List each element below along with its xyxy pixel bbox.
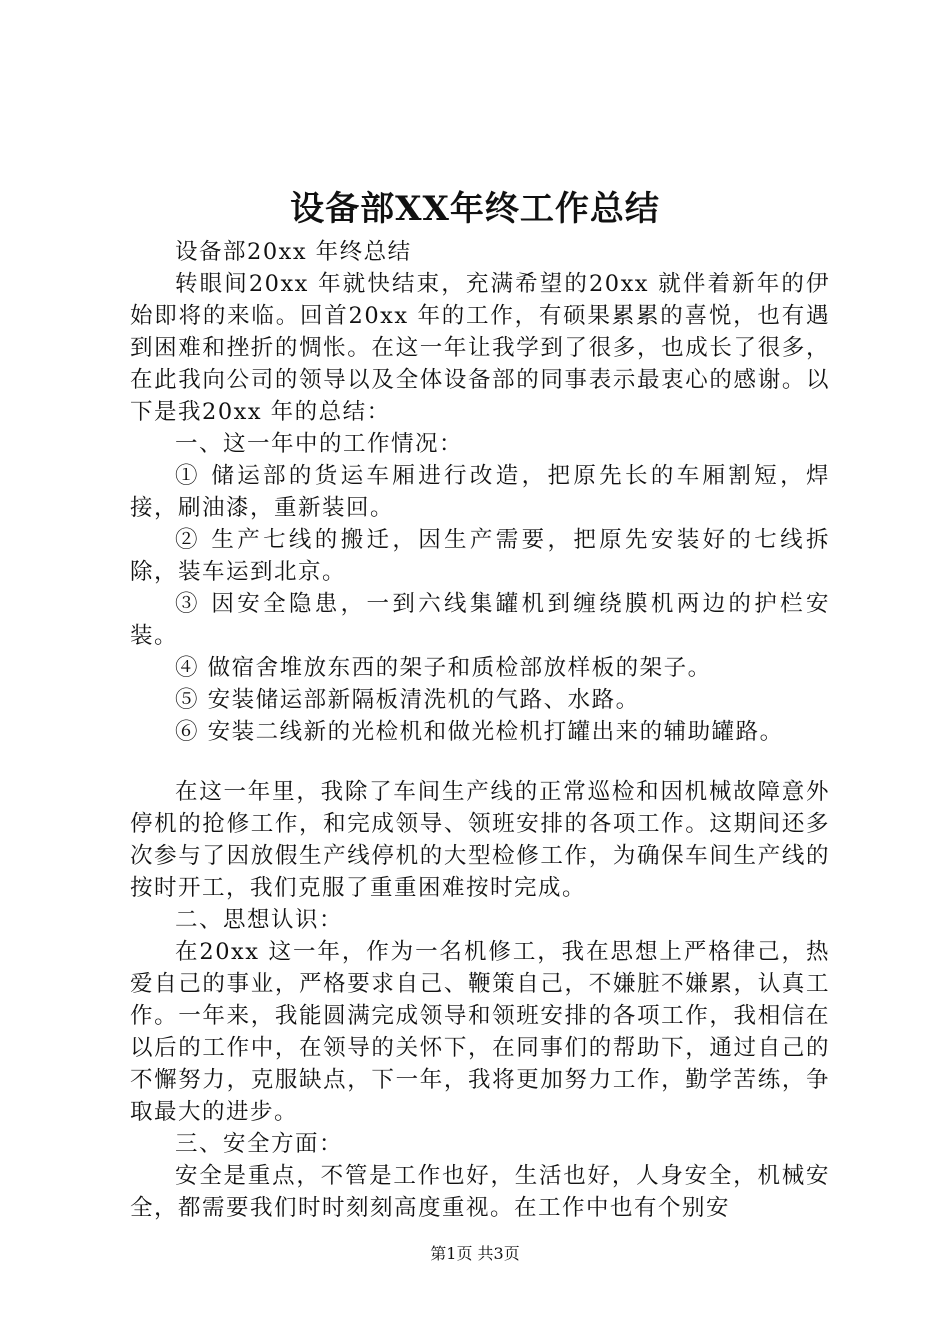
- work-summary-paragraph: 在这一年里，我除了车间生产线的正常巡检和因机械故障意外停机的抢修工作，和完成领导、领班安排的各项工作。这期间还多次参与了因放假生产线停机的大型检修工作，为确保车间生产线的按时开工，我们克服了重重困难按时完成。: [130, 779, 830, 901]
- section-heading-thoughts: 二、思想认识：: [175, 907, 344, 933]
- intro-paragraph: 转眼间20xx 年就快结束，充满希望的20xx 就伴着新年的伊始即将的来临。回首20xx 年的工作，有硕果累累的喜悦，也有遇到困难和挫折的惆怅。在这一年让我学到了很多，也成长了很多，在此我向公司的领导以及全体设备部的同事表示最衷心的感谢。以下是我20xx 年的总结：: [130, 271, 830, 425]
- document-body: [130, 236, 830, 1224]
- thoughts-paragraph: 在20xx 这一年，作为一名机修工，我在思想上严格律己，热爱自己的事业，严格要求自己、鞭策自己，不嫌脏不嫌累，认真工作。一年来，我能圆满完成领导和领班安排的各项工作，我相信在以后的工作中，在领导的关怀下，在同事们的帮助下，通过自己的不懈努力，克服缺点，下一年，我将更加努力工作，勤学苦练，争取最大的进步。: [130, 939, 830, 1125]
- work-item-3: ③ 因安全隐患，一到六线集罐机到缠绕膜机两边的护栏安装。: [130, 591, 830, 649]
- work-item-1: ① 储运部的货运车厢进行改造，把原先长的车厢割短，焊接，刷油漆，重新装回。: [130, 463, 830, 521]
- section-heading-safety: 三、安全方面：: [175, 1131, 344, 1157]
- work-item-4: ④ 做宿舍堆放东西的架子和质检部放样板的架子。: [175, 655, 712, 681]
- page-footer: 第1页 共3页: [430, 1244, 520, 1263]
- work-item-6: ⑥ 安装二线新的光检机和做光检机打罐出来的辅助罐路。: [175, 719, 784, 745]
- paragraph-gap: [130, 748, 830, 776]
- document-title: 设备部XX年终工作总结: [290, 189, 660, 229]
- work-item-5: ⑤ 安装储运部新隔板清洗机的气路、水路。: [175, 687, 640, 713]
- subtitle-paragraph: 设备部20xx 年终总结: [175, 239, 412, 265]
- safety-paragraph: 安全是重点，不管是工作也好，生活也好，人身安全，机械安全，都需要我们时时刻刻高度重视。在工作中也有个别安: [130, 1163, 830, 1221]
- section-heading-work: 一、这一年中的工作情况：: [175, 431, 464, 457]
- work-item-2: ② 生产七线的搬迁，因生产需要，把原先安装好的七线拆除，装车运到北京。: [130, 527, 830, 585]
